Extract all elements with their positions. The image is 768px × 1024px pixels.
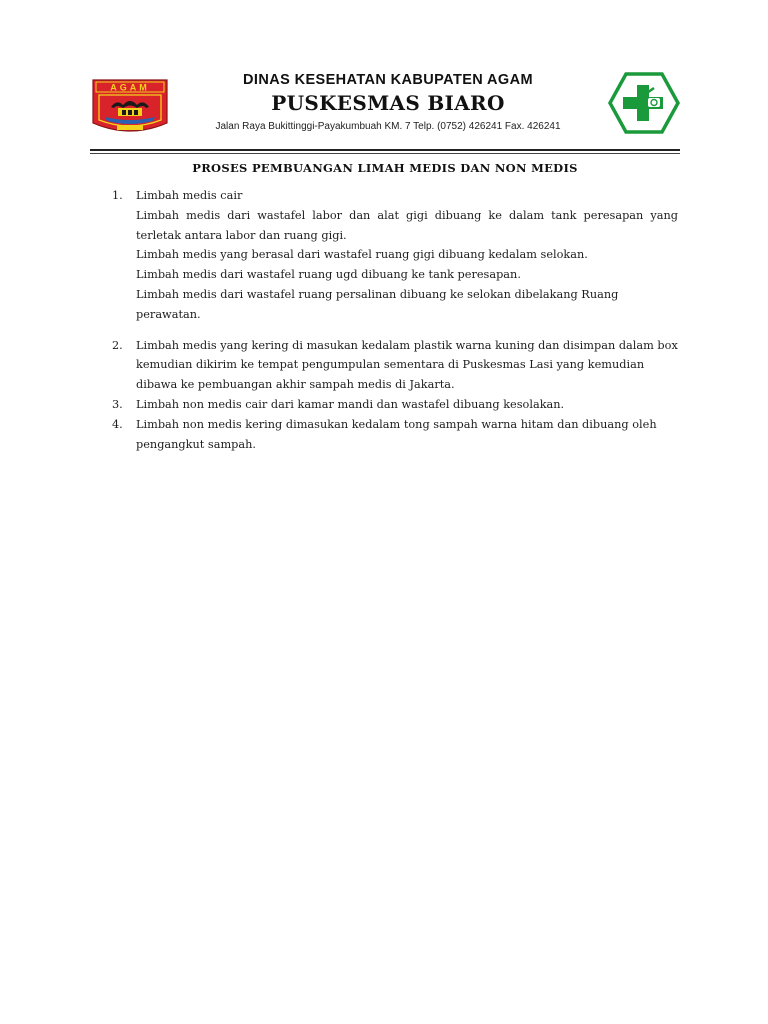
item-heading: Limbah medis cair <box>136 189 243 202</box>
item-paragraph: Limbah medis dari wastafel ruang persalinan dibuang ke selokan dibelakang Ruang perawatan. <box>136 287 619 321</box>
list-item <box>110 395 678 415</box>
list-item <box>110 415 678 455</box>
item-paragraph: Limbah medis yang berasal dari wastafel ruang gigi dibuang kedalam selokan. <box>136 248 588 262</box>
list-number: 1. <box>112 189 123 202</box>
address-line: Jalan Raya Bukittinggi-Payakumbuah KM. 7 Telp. (0752) 426241 Fax. 426241 <box>215 121 561 132</box>
organization-name: DINAS KESEHATAN KABUPATEN AGAM <box>243 72 533 88</box>
header-divider <box>90 149 680 151</box>
document-title: PROSES PEMBUANGAN LIMAH MEDIS DAN NON MEDIS <box>192 161 578 175</box>
list-number: 2. <box>112 338 123 352</box>
puskesmas-logo <box>608 72 680 134</box>
letterhead <box>176 70 600 135</box>
item-paragraph: Limbah medis dari wastafel labor dan alat gigi dibuang ke dalam tank peresapan yang terletak antara labor dan ruang gigi. <box>136 208 678 242</box>
unit-name: PUSKESMAS BIARO <box>271 91 505 115</box>
item-paragraph: Limbah non medis kering dimasukan kedalam tong sampah warna hitam dan dibuang oleh pengangkut sampah. <box>136 417 657 451</box>
list-number: 4. <box>112 417 123 431</box>
item-paragraph: Limbah medis dari wastafel ruang ugd dibuang ke tank peresapan. <box>136 268 521 282</box>
list-item <box>110 186 678 325</box>
agam-emblem-text: AGAM <box>110 82 150 93</box>
agam-emblem-logo <box>89 77 171 137</box>
procedure-list <box>110 186 678 454</box>
item-paragraph: Limbah medis yang kering di masukan kedalam plastik warna kuning dan disimpan dalam box kemudian dikirim ke tempat pengumpulan sementara di Puskesmas Lasi yang kemudian dibawa ke pembuangan akhir sampah medis di Jakarta. <box>136 338 678 392</box>
item-paragraph: Limbah non medis cair dari kamar mandi dan wastafel dibuang kesolakan. <box>136 397 565 411</box>
list-number: 3. <box>112 397 123 411</box>
list-item <box>110 336 678 395</box>
header-divider-thin <box>90 153 680 154</box>
